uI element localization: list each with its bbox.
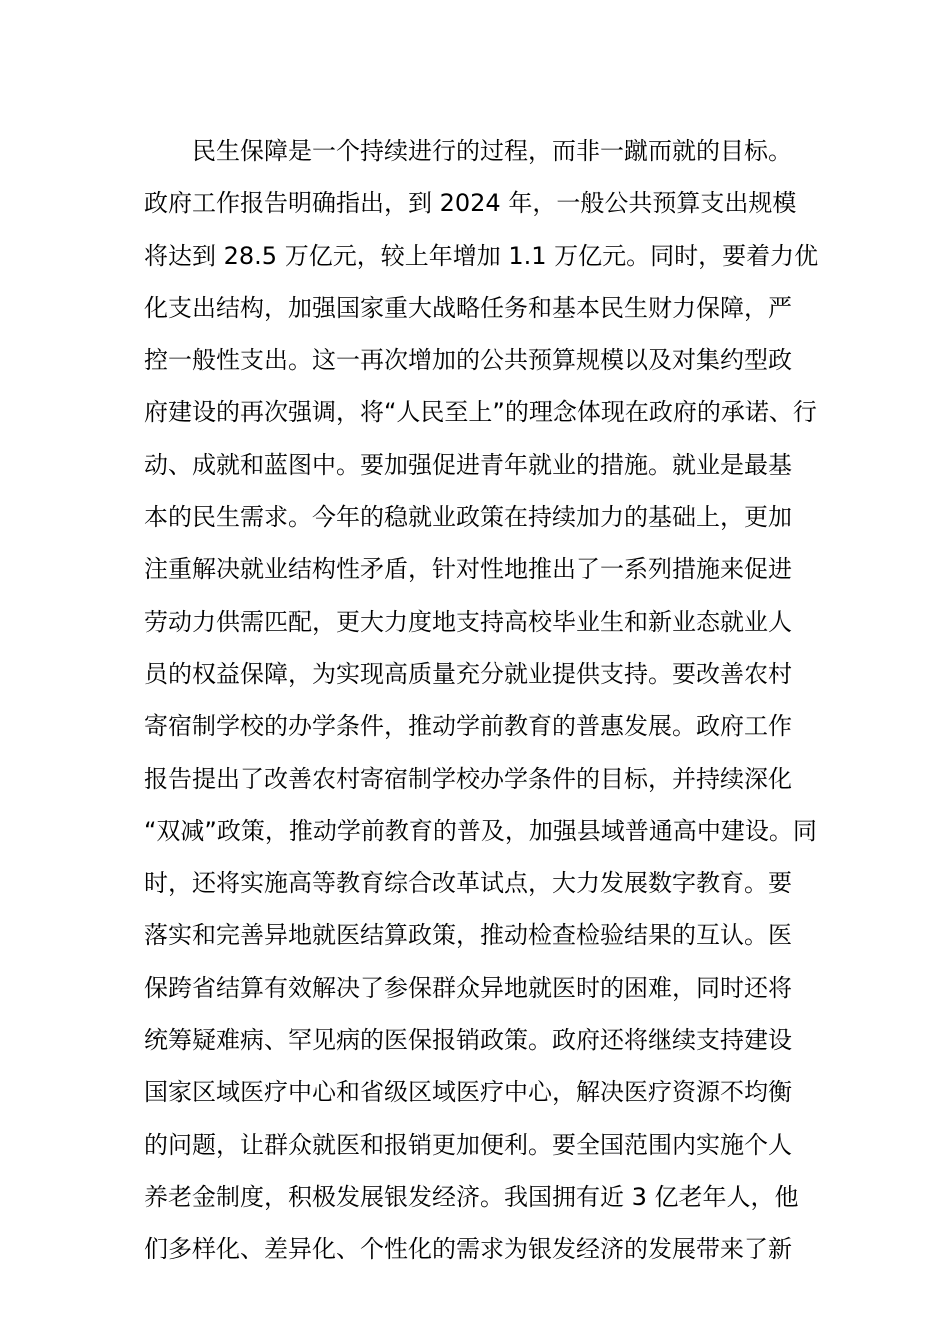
body-paragraph	[144, 125, 819, 1276]
paragraph-line: 时，还将实施高等教育综合改革试点，大力发展数字教育。要	[144, 869, 792, 898]
paragraph-line: 民生保障是一个持续进行的过程，而非一蹴而就的目标。	[192, 137, 792, 165]
paragraph-line: 控一般性支出。这一再次增加的公共预算规模以及对集约型政	[144, 346, 792, 375]
paragraph-line: 养老金制度，积极发展银发经济。我国拥有近 3 亿老年人，他	[144, 1182, 799, 1211]
paragraph-line: 报告提出了改善农村寄宿制学校办学条件的目标，并持续深化	[144, 764, 792, 793]
paragraph-line: 统筹疑难病、罕见病的医保报销政策。政府还将继续支持建设	[144, 1026, 792, 1055]
paragraph-line: 落实和完善异地就医结算政策，推动检查检验结果的互认。医	[144, 921, 792, 950]
paragraph-line: 化支出结构，加强国家重大战略任务和基本民生财力保障，严	[144, 293, 792, 322]
paragraph-line: 保跨省结算有效解决了参保群众异地就医时的困难，同时还将	[144, 973, 792, 1002]
paragraph-line: 政府工作报告明确指出，到 2024 年，一般公共预算支出规模	[144, 189, 797, 218]
paragraph-line: 将达到 28.5 万亿元，较上年增加 1.1 万亿元。同时，要着力优	[144, 241, 819, 270]
paragraph-line: 注重解决就业结构性矛盾，针对性地推出了一系列措施来促进	[144, 555, 792, 584]
paragraph-line: 的问题，让群众就医和报销更加便利。要全国范围内实施个人	[144, 1130, 792, 1159]
paragraph-line: 国家区域医疗中心和省级区域医疗中心，解决医疗资源不均衡	[144, 1078, 792, 1107]
paragraph-line: 劳动力供需匹配，更大力度地支持高校毕业生和新业态就业人	[144, 607, 792, 636]
paragraph-line: 员的权益保障，为实现高质量充分就业提供支持。要改善农村	[144, 659, 792, 688]
paragraph-line: 府建设的再次强调，将“人民至上”的理念体现在政府的承诺、行	[144, 398, 817, 427]
paragraph-line: “双减”政策，推动学前教育的普及，加强县域普通高中建设。同	[144, 816, 817, 845]
paragraph-line: 动、成就和蓝图中。要加强促进青年就业的措施。就业是最基	[144, 450, 792, 479]
paragraph-line: 寄宿制学校的办学条件，推动学前教育的普惠发展。政府工作	[144, 712, 792, 741]
paragraph-line: 们多样化、差异化、个性化的需求为银发经济的发展带来了新	[144, 1235, 792, 1264]
paragraph-line: 本的民生需求。今年的稳就业政策在持续加力的基础上，更加	[144, 503, 792, 532]
